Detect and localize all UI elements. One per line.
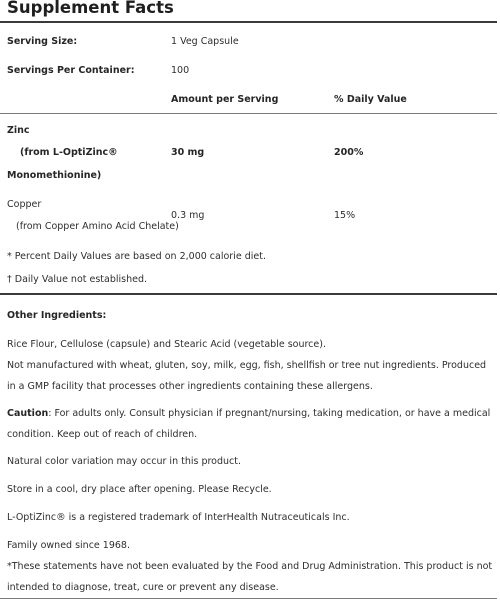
title-divider	[0, 21, 497, 23]
copper-amount: 0.3 mg	[171, 210, 205, 221]
copper-source: (from Copper Amino Acid Chelate)	[16, 221, 179, 232]
other-ingredients-heading: Other Ingredients:	[7, 310, 107, 321]
allergen-statement: Not manufactured with wheat, gluten, soy, milk, egg, fish, shellfish or tree nut ingredients. Produced in a GMP facility that processes other ingredients containing these allergens.	[7, 360, 487, 392]
other-ingredients-list: Rice Flour, Cellulose (capsule) and Stearic Acid (vegetable source).	[7, 339, 326, 350]
servings-per-container-value: 100	[171, 65, 190, 76]
header-divider	[0, 113, 497, 114]
daily-value-header: % Daily Value	[334, 94, 407, 105]
zinc-amount: 30 mg	[171, 147, 205, 158]
family-owned-note: Family owned since 1968.	[7, 540, 130, 551]
facts-bottom-divider	[0, 293, 497, 295]
dagger-footnote: † Daily Value not established.	[7, 274, 148, 285]
caution-statement	[7, 403, 495, 445]
fda-disclaimer: *These statements have not been evaluated by the Food and Drug Administration. This product is not intended to diagnose, treat, cure or prevent any disease.	[7, 561, 493, 593]
percent-daily-footnote: * Percent Daily Values are based on 2,000 calorie diet.	[7, 251, 266, 262]
storage-note: Store in a cool, dry place after opening. Please Recycle.	[7, 484, 272, 495]
copper-name: Copper	[7, 199, 42, 210]
caution-text: : For adults only. Consult physician if pregnant/nursing, taking medication, or have a medical condition. Keep out of reach of children.	[7, 408, 491, 440]
copper-daily-value: 15%	[334, 210, 356, 221]
zinc-source-line1: (from L-OptiZinc®	[20, 147, 118, 158]
zinc-name: Zinc	[7, 125, 30, 136]
panel-title: Supplement Facts	[7, 0, 174, 17]
trademark-note: L-OptiZinc® is a registered trademark of InterHealth Nutraceuticals Inc.	[7, 512, 350, 523]
color-variation-note: Natural color variation may occur in this product.	[7, 456, 242, 467]
zinc-daily-value: 200%	[334, 147, 364, 158]
amount-per-serving-header: Amount per Serving	[171, 94, 279, 105]
zinc-source-line2: Monomethionine)	[7, 170, 102, 181]
serving-size-label: Serving Size:	[7, 36, 78, 47]
caution-label: Caution	[7, 408, 49, 419]
serving-size-value: 1 Veg Capsule	[171, 36, 239, 47]
servings-per-container-label: Servings Per Container:	[7, 65, 135, 76]
panel-bottom-rule	[0, 598, 497, 599]
